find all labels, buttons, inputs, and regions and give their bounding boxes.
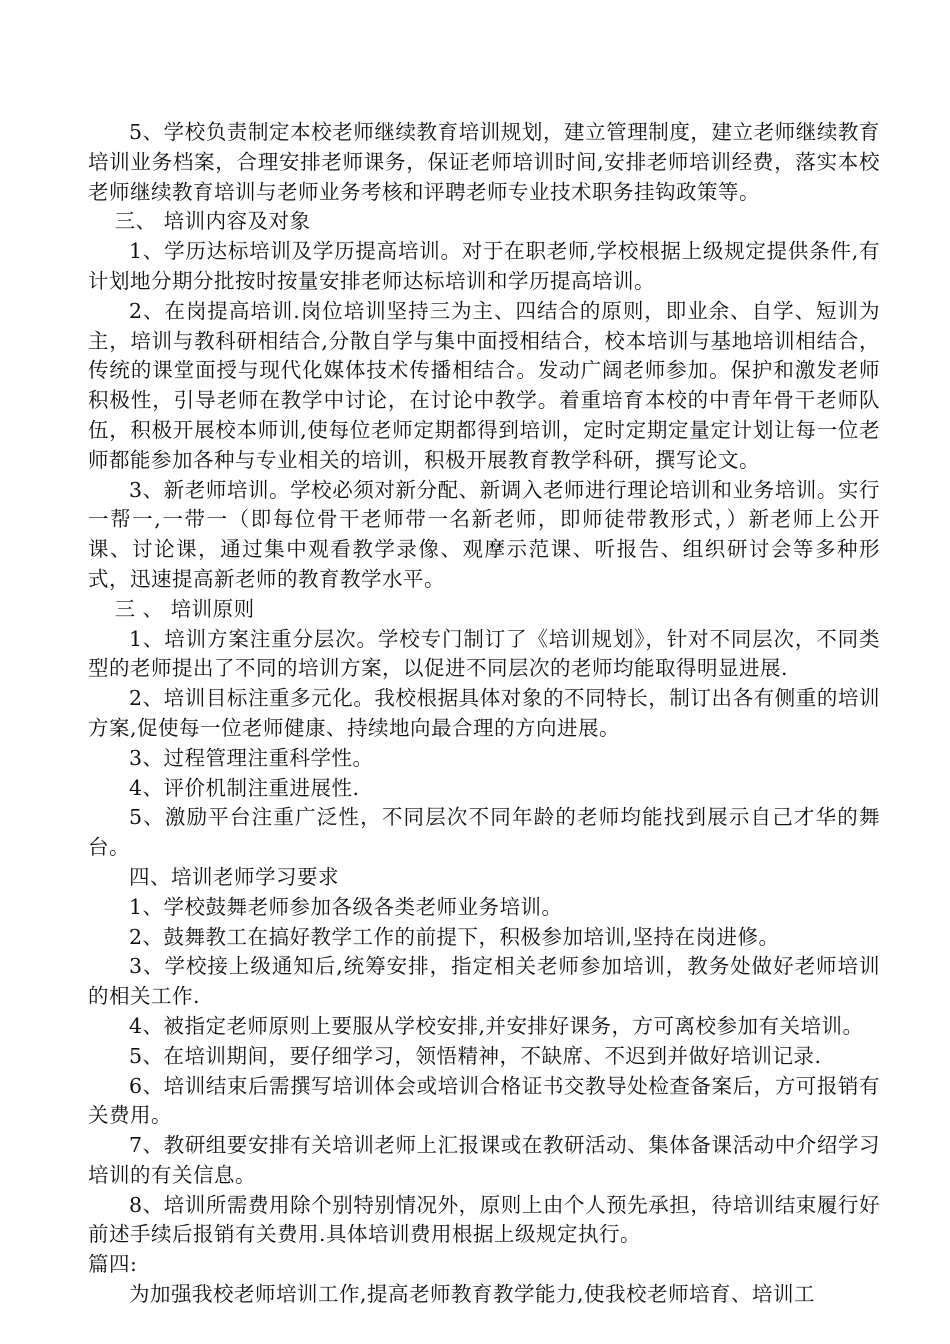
paragraph-7: 1、培训方案注重分层次。学校专门制订了《培训规划》，针对不同层次，不同类型的老师提出了不同的培训方案，以促进不同层次的老师均能取得明显进展. [88,626,880,681]
section-heading-content: 三、 培训内容及对象 [114,209,311,234]
paragraph-22: 为加强我校老师培训工作,提高老师教育教学能力,使我校老师培育、培训工 [129,1282,816,1307]
paragraph-16: 4、被指定老师原则上要服从学校安排,并安排好课务，方可离校参加有关培训。 [129,1013,864,1038]
paragraph-10: 4、评价机制注重进展性. [129,775,360,800]
paragraph-9: 3、过程管理注重科学性。 [129,745,374,770]
paragraph-4: 2、在岗提高培训.岗位培训坚持三为主、四结合的原则，即业余、自学、短训为主，培训与教科研相结合,分散自学与集中面授相结合，校本培训与基地培训相结合，传统的课堂面授与现代化媒体技术传播相结合。发动广阔老师参加。保护和激发老师积极性，引导老师在教学中讨论，在讨论中教学。着重培育本校的中青年骨干老师队伍，积极开展校本师训,使每位老师定期都得到培训，定时定期定量定计划让每一位老师都能参加各种与专业相关的培训，积极开展教育教学科研，撰写论文。 [88,298,880,472]
paragraph-15: 3、学校接上级通知后,统筹安排，指定相关老师参加培训，教务处做好老师培训的相关工作. [88,954,880,1009]
paragraph-8: 2、培训目标注重多元化。我校根据具体对象的不同特长，制订出各有侧重的培训方案,促使每一位老师健康、持续地向最合理的方向进展。 [88,686,880,740]
paragraph-13: 1、学校鼓舞老师参加各级各类老师业务培训。 [129,894,563,919]
paragraph-3: 1、学历达标培训及学历提高培训。对于在职老师,学校根据上级规定提供条件,有计划地分期分批按时按量安排老师达标培训和学历提高培训。 [88,239,880,293]
section-heading-requirements: 四、培训老师学习要求 [129,864,339,889]
paragraph-11: 5、激励平台注重广泛性，不同层次不同年龄的老师均能找到展示自己才华的舞台。 [88,805,880,860]
paragraph-19: 7、教研组要安排有关培训老师上汇报课或在教研活动、集体备课活动中介绍学习培训的有关信息。 [88,1133,880,1187]
paragraph-5: 3、新老师培训。学校必须对新分配、新调入老师进行理论培训和业务培训。实行一帮一,一带一（即每位骨干老师带一名新老师，即师徒带教形式，）新老师上公开课、讨论课，通过集中观看教学录像、观摩示范课、听报告、组织研讨会等多种形式，迅速提高新老师的教育教学水平。 [88,477,880,591]
paragraph-14: 2、鼓舞教工在搞好教学工作的前提下，积极参加培训,坚持在岗进修。 [129,924,780,949]
chapter-label: 篇四: [88,1252,138,1277]
paragraph-17: 5、在培训期间，要仔细学习，领悟精神，不缺席、不迟到并做好培训记录. [129,1043,822,1068]
paragraph-1: 5、学校负责制定本校老师继续教育培训规划，建立管理制度，建立老师继续教育培训业务档案，合理安排老师课务，保证老师培训时间,安排老师培训经费，落实本校老师继续教育培训与老师业务考核和评聘老师专业技术职务挂钩政策等。 [88,120,880,204]
section-heading-principles: 三 、 培训原则 [114,596,255,621]
paragraph-20: 8、培训所需费用除个别特别情况外，原则上由个人预先承担，待培训结束履行好前述手续后报销有关费用.具体培训费用根据上级规定执行。 [88,1192,880,1247]
paragraph-18: 6、培训结束后需撰写培训体会或培训合格证书交教导处检查备案后，方可报销有关费用。 [88,1073,880,1128]
